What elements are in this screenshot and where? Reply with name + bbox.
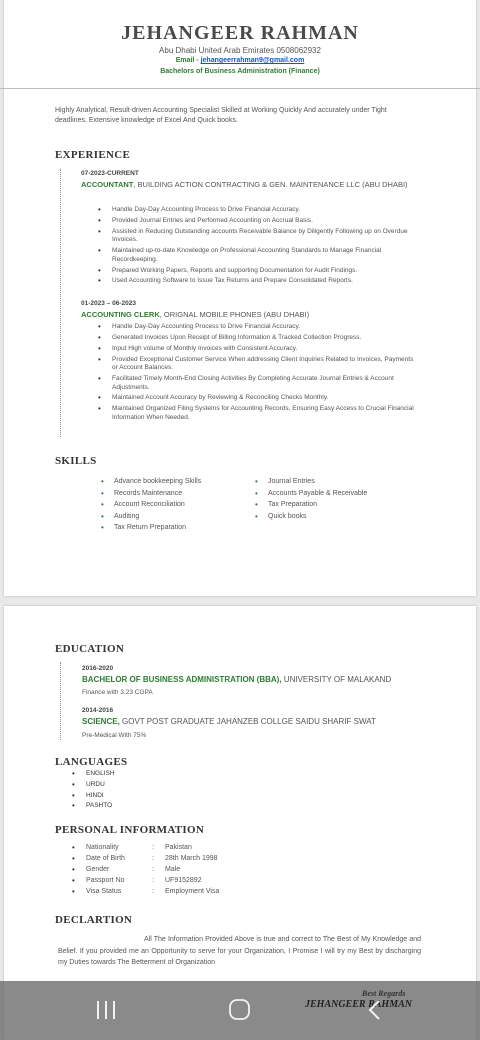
language-item: • HINDI	[72, 791, 115, 802]
edu-1-degree-title: BACHELOR OF BUSINESS ADMINISTRATION (BBA),	[82, 675, 282, 684]
job-1-bullets	[98, 206, 418, 288]
edu-2-degree	[82, 717, 422, 726]
job-2-bullets	[98, 323, 418, 425]
experience-heading: EXPERIENCE	[55, 149, 131, 161]
list-item: • Facilitated Timely Month-End Closing Activities By Completing Accurate Journal Entries & Account Adjustments.	[98, 375, 418, 392]
edu-2-degree-title: SCIENCE,	[82, 717, 120, 726]
recent-apps-icon	[86, 996, 126, 1024]
home-icon	[220, 996, 260, 1024]
education-timeline	[60, 662, 61, 740]
experience-timeline	[60, 169, 61, 437]
best-regards: Best Regards	[362, 989, 406, 998]
list-item: • Generated Invoices Upon Receipt of Billing Information & Tracked Collection Progress.	[98, 334, 418, 343]
edu-1-degree	[82, 675, 422, 684]
language-item: • URDU	[72, 780, 115, 791]
list-item: • Provided Journal Entries and Performed Accounting on Accrual Basis.	[98, 217, 418, 226]
email-line	[0, 57, 480, 64]
language-item: • PASHTO	[72, 801, 115, 812]
pi-value: Employment Visa	[165, 888, 220, 895]
list-item: • Maintained Organized Filing Systems for Accounting Records, Ensuring Easy Access to Crucial Financial Information When Needed.	[98, 405, 418, 422]
personal-info-row	[72, 854, 372, 865]
email-link[interactable]: jehangeerrahman9@gmail.com	[200, 57, 305, 64]
summary-text: Highly Analytical, Result-driven Accounting Specialist Skilled at Working Quickly And accurately under Tight deadlines. Extensive knowledge of Excel And Quick books.	[55, 107, 387, 124]
pi-value: Male	[165, 866, 181, 873]
job-1-role	[81, 180, 411, 190]
job-2-company: , ORIGNAL MOBILE PHONES (ABU DHABI)	[159, 310, 310, 319]
list-item: • Assisted in Reducing Outstanding accounts Receivable Balance by Diligently Following up on Overdue Invoices.	[98, 228, 418, 245]
email-label: Email -	[175, 57, 201, 64]
pi-value: Pakistan	[165, 844, 192, 851]
personal-info-list	[72, 843, 372, 898]
edu-2-date: 2014-2016	[82, 707, 114, 714]
skill-item: • Records Maintenance	[101, 488, 251, 500]
pi-value: 28th March 1998	[165, 855, 218, 862]
skill-item: • Auditing	[101, 511, 251, 523]
personal-info-row	[72, 843, 372, 854]
skill-item: • Tax Preparation	[255, 499, 425, 511]
resume-name: JEHANGEER RAHMAN	[121, 22, 359, 44]
skill-item: • Journal Entries	[255, 476, 425, 488]
list-item: • Maintained up-to-date Knowledge on Professional Accounting Standards to Manage Financial Recordkeeping.	[98, 247, 418, 264]
edu-1-school: UNIVERSITY OF MALAKAND	[281, 675, 392, 684]
list-item: • Input High volume of Monthly Invoices with Consistent Accuracy.	[98, 345, 418, 354]
contact-line: Abu Dhabi United Arab Emirates 0508062932	[159, 46, 321, 55]
job-1-title: ACCOUNTANT	[81, 180, 134, 189]
pi-colon: :	[152, 844, 154, 851]
edu-2-school: GOVT POST GRADUATE JAHANZEB COLLGE SAIDU SHARIF SWAT	[119, 717, 376, 726]
resume-page-2	[4, 606, 476, 1040]
personal-info-row	[72, 887, 372, 898]
pi-colon: :	[152, 866, 154, 873]
declaration-heading: DECLARTION	[55, 914, 133, 926]
pi-label: • Nationality	[86, 844, 119, 851]
home-button[interactable]	[220, 996, 260, 1024]
skills-list-left	[101, 476, 251, 534]
skill-item: • Accounts Payable & Receivable	[255, 488, 425, 500]
list-item: • Prepared Working Papers, Reports and supporting Documentation for Audit Findings.	[98, 267, 418, 276]
pi-colon: :	[152, 877, 154, 884]
skill-item: • Account Reconciliation	[101, 499, 251, 511]
recent-apps-button[interactable]	[86, 996, 126, 1024]
languages-list	[72, 769, 115, 812]
personal-info-row	[72, 876, 372, 887]
personal-info-heading: PERSONAL INFORMATION	[55, 824, 205, 836]
language-item: • ENGLISH	[72, 769, 115, 780]
header-divider	[0, 88, 480, 89]
pi-label: • Gender	[86, 866, 110, 873]
skills-list-right	[255, 476, 425, 522]
skill-item: • Advance bookkeeping Skills	[101, 476, 251, 488]
list-item: • Used Accounting Software to Issue Tax Returns and Prepare Consolidated Reports.	[98, 277, 418, 286]
edu-1-date: 2016-2020	[82, 665, 114, 672]
job-1-date: 07-2023-CURRENT	[81, 170, 139, 177]
pi-label: • Visa Status	[86, 888, 122, 895]
list-item: • Handle Day-Day Accounting Process to Drive Financial Accuracy.	[98, 323, 418, 332]
back-icon	[356, 996, 396, 1024]
pi-colon: :	[152, 855, 154, 862]
job-2-date: 01-2023 – 06-2023	[81, 300, 136, 307]
personal-info-row	[72, 865, 372, 876]
skills-heading: SKILLS	[55, 455, 97, 467]
degree-line: Bachelors of Business Administration (Finance)	[160, 68, 320, 75]
pi-label: • Date of Birth	[86, 855, 125, 862]
list-item: • Provided Exceptional Customer Service When addressing Client Inquiries Related to Invoices, Payments or Account Balances.	[98, 356, 418, 373]
skill-item: • Quick books	[255, 511, 425, 523]
job-2-role	[81, 310, 411, 320]
pi-value: UF9152892	[165, 877, 202, 884]
job-2-title: ACCOUNTING CLERK	[81, 310, 160, 319]
back-button[interactable]	[356, 996, 396, 1024]
languages-heading: LANGUAGES	[55, 756, 128, 768]
list-item: • Maintained Account Accuracy by Reviewing & Reconciling Checks Monthly.	[98, 394, 418, 403]
edu-2-note: Pre-Medical With 75%	[82, 732, 147, 739]
job-1-company: , BUILDING ACTION CONTRACTING & GEN. MAINTENANCE LLC (ABU DHABI)	[133, 180, 408, 189]
skill-item: • Tax Return Preparation	[101, 522, 251, 534]
pi-label: • Passport No	[86, 877, 125, 884]
education-heading: EDUCATION	[55, 643, 125, 655]
list-item: • Handle Day-Day Accounting Process to Drive Financial Accuracy.	[98, 206, 418, 215]
edu-1-note: Finance with 3.23 CGPA	[82, 689, 153, 696]
pi-colon: :	[152, 888, 154, 895]
signature: JEHANGEER RAHMAN	[305, 999, 412, 1010]
declaration-text: All The Information Provided Above is true and correct to The Best of My Knowledge and Belief. If you provided me an Opportunity to serve for your Organization, I Promise I will try my Best by discharging my Duties towards The Betterment of Organization	[58, 936, 421, 966]
